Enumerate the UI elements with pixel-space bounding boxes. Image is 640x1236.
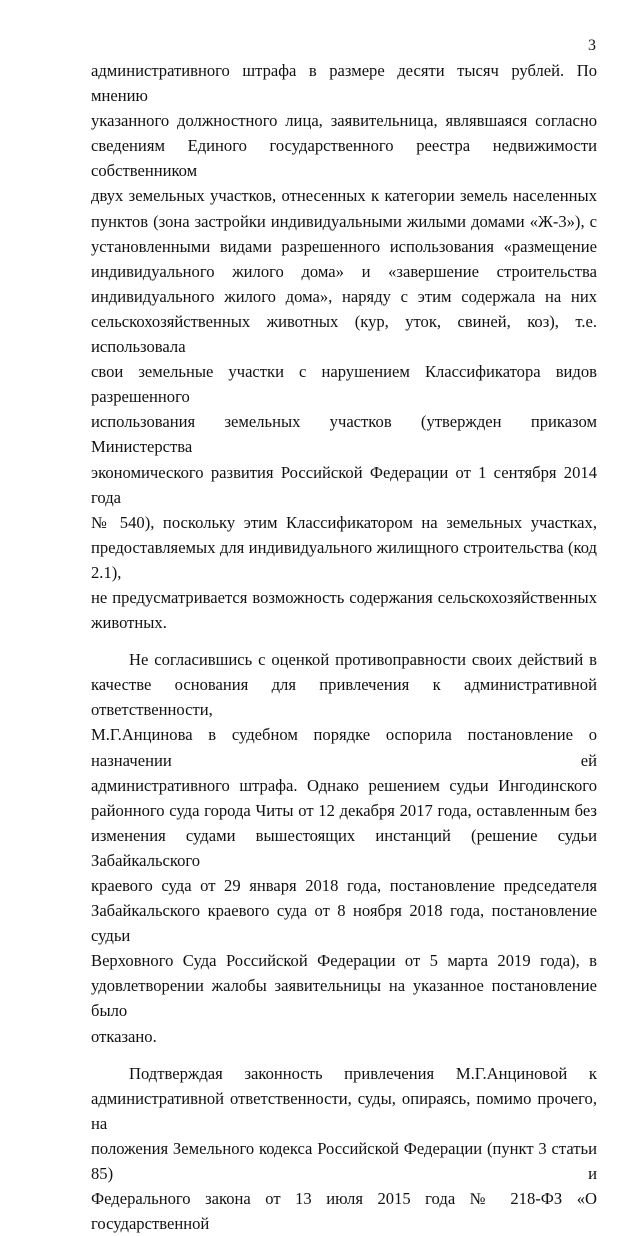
- text-line: предоставляемых для индивидуального жилищного строительства (код 2.1),: [91, 537, 597, 582]
- paragraph-2: [91, 647, 597, 1049]
- text-line: не предусматривается возможность содержания сельскохозяйственных: [91, 587, 597, 607]
- text-line: М.Г.Анцинова в судебном порядке оспорила постановление о назначении ей: [91, 725, 597, 770]
- text-line: свои земельные участки с нарушением Классификатора видов разрешенного: [91, 362, 597, 407]
- text-line: животных.: [91, 613, 167, 633]
- text-line: качестве основания для привлечения к административной ответственности,: [91, 675, 597, 720]
- text-line: установленными видами разрешенного использования «размещение: [91, 236, 597, 256]
- text-line: краевого суда от 29 января 2018 года, постановление председателя: [91, 876, 597, 895]
- text-line: экономического развития Российской Федерации от 1 сентября 2014 года: [91, 462, 597, 507]
- text-line: изменения судами вышестоящих инстанций (решение судьи Забайкальского: [91, 825, 597, 870]
- text-line: положения Земельного кодекса Российской Федерации (пункт 3 статьи 85) и: [91, 1138, 597, 1184]
- text-line: использования земельных участков (утвержден приказом Министерства: [91, 412, 597, 457]
- paragraph-1: [91, 58, 597, 635]
- text-line: индивидуального жилого дома», наряду с этим содержала на них: [91, 286, 597, 306]
- page-number: 3: [588, 37, 596, 54]
- text-line: № 540), поскольку этим Классификатором на земельных участках,: [91, 512, 597, 532]
- text-line: административной ответственности, суды, опираясь, помимо прочего, на: [91, 1088, 597, 1133]
- text-line: указанного должностного лица, заявительница, являвшаяся согласно: [91, 111, 597, 131]
- text-line: индивидуального жилого дома» и «завершение строительства: [91, 261, 597, 281]
- text-line: Не согласившись с оценкой противоправности своих действий в: [129, 650, 597, 670]
- text-line: пунктов (зона застройки индивидуальными жилыми домами «Ж-3»), с: [91, 211, 597, 231]
- text-line: административного штрафа. Однако решением судьи Ингодинского: [91, 775, 597, 795]
- document-body: [91, 58, 597, 1236]
- text-line: двух земельных участков, отнесенных к категории земель населенных: [91, 186, 597, 206]
- text-line: районного суда города Читы от 12 декабря 2017 года, оставленным без: [91, 800, 597, 820]
- text-line: отказано.: [91, 1026, 157, 1046]
- text-line: Забайкальского краевого суда от 8 ноября 2018 года, постановление судьи: [91, 901, 597, 946]
- text-line: Подтверждая законность привлечения М.Г.Анциновой к: [129, 1063, 597, 1083]
- text-line: удовлетворении жалобы заявительницы на указанное постановление было: [91, 976, 597, 1021]
- text-line: Федерального закона от 13 июля 2015 года № 218-ФЗ «О государственной: [91, 1189, 597, 1234]
- paragraph-3: [91, 1061, 597, 1236]
- text-line: сельскохозяйственных животных (кур, уток, свиней, коз), т.е. использовала: [91, 311, 597, 357]
- text-line: Верховного Суда Российской Федерации от 5 марта 2019 года), в: [91, 951, 597, 971]
- text-line: административного штрафа в размере десяти тысяч рублей. По мнению: [91, 61, 597, 106]
- text-line: сведениям Единого государственного реестра недвижимости собственником: [91, 136, 597, 181]
